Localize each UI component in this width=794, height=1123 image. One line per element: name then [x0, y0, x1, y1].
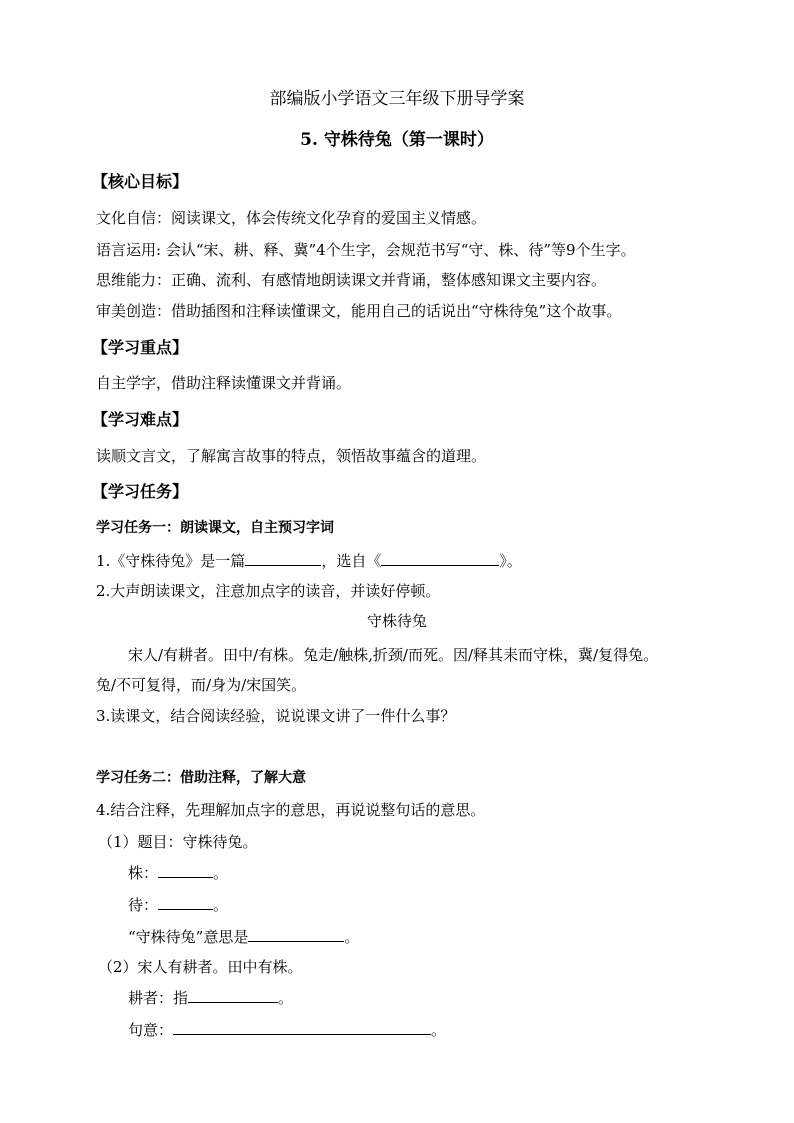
- geng-row: 耕者：指 。: [128, 989, 294, 1007]
- fill-blank-zhu[interactable]: [158, 862, 213, 878]
- part-1: （1）题目：守株待兔。: [98, 833, 258, 851]
- fill-blank-juyi[interactable]: [173, 1019, 431, 1035]
- dai-row: 待： 。: [128, 896, 229, 914]
- lesson-title: 5. 守株待兔（第一课时）: [300, 130, 494, 150]
- question-2: 2.大声朗读课文，注意加点字的读音，并读好停顿。: [96, 582, 441, 600]
- task1-title: 学习任务一：朗读课文，自主预习字词: [96, 520, 334, 536]
- goal-aesthetic: 审美创造：借助插图和注释读懂课文，能用自己的话说出“守株待兔”这个故事。: [96, 302, 622, 320]
- poem-line-2: 兔/不可复得，而/身为/宋国笑。: [96, 676, 307, 694]
- fill-blank-source[interactable]: [381, 550, 499, 566]
- juyi-row: 句意： 。: [128, 1021, 447, 1039]
- part-2: （2）宋人有耕者。田中有株。: [98, 958, 303, 976]
- question-1: 1.《守株待兔》是一篇 ，选自《 》。: [96, 552, 522, 570]
- section-heading-difficulty: 【学习难点】: [92, 410, 189, 429]
- fill-blank-meaning[interactable]: [248, 926, 344, 942]
- section-heading-tasks: 【学习任务】: [92, 482, 189, 501]
- fill-blank-dai[interactable]: [158, 894, 213, 910]
- zhu-row: 株： 。: [128, 864, 229, 882]
- document-title: 部编版小学语文三年级下册导学案: [269, 89, 525, 109]
- fill-blank-genre[interactable]: [245, 550, 321, 566]
- poem-line-1: 宋人/有耕者。田中/有株。兔走/触株,折颈/而死。因/释其耒而守株，冀/复得兔。: [128, 646, 659, 664]
- key-text: 自主学字，借助注释读懂课文并背诵。: [96, 374, 352, 392]
- poem-title: 守株待兔: [366, 612, 427, 630]
- question-3: 3.读课文，结合阅读经验，说说课文讲了一件什么事？: [96, 707, 456, 725]
- section-heading-key: 【学习重点】: [92, 338, 189, 357]
- difficulty-text: 读顺文言文，了解寓言故事的特点，领悟故事蕴含的道理。: [96, 447, 487, 465]
- goal-language: 语言运用: 会认“宋、耕、释、冀”4个生字，会规范书写“守、株、待”等9个生字。: [96, 241, 636, 259]
- goal-culture: 文化自信：阅读课文，体会传统文化孕育的爱国主义情感。: [96, 209, 487, 227]
- fill-blank-geng[interactable]: [188, 987, 278, 1003]
- task2-title: 学习任务二：借助注释，了解大意: [96, 770, 306, 786]
- question-4: 4.结合注释，先理解加点字的意思，再说说整句话的意思。: [96, 801, 486, 819]
- section-heading-goals: 【核心目标】: [92, 172, 189, 191]
- goal-thinking: 思维能力：正确、流利、有感情地朗读课文并背诵，整体感知课文主要内容。: [96, 271, 607, 289]
- meaning-row: “守株待兔”意思是 。: [128, 928, 360, 946]
